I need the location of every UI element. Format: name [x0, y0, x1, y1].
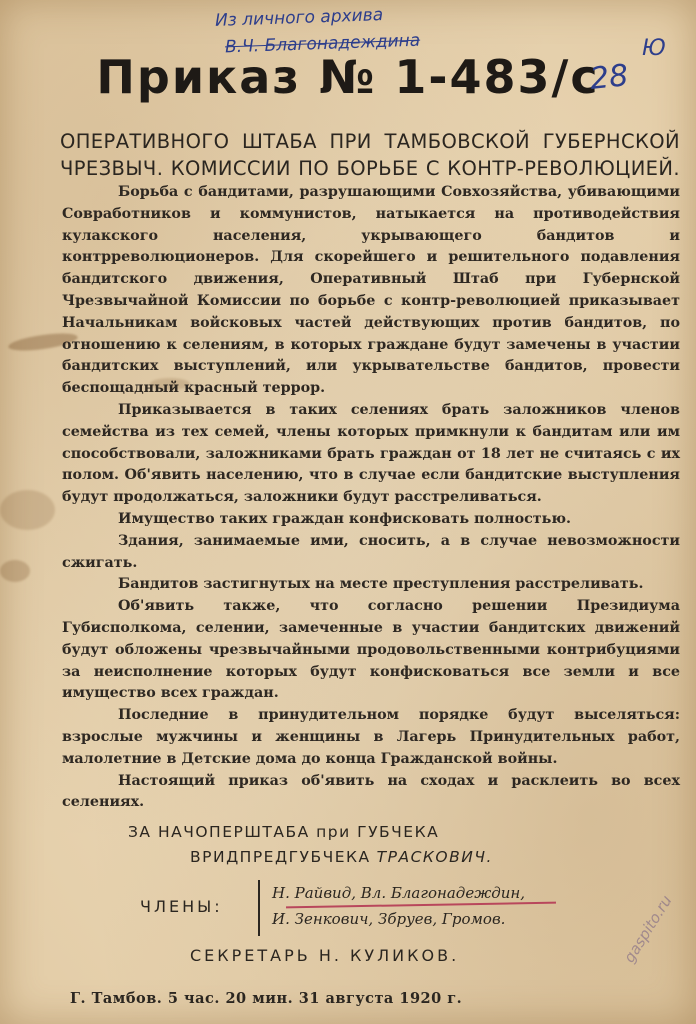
- paragraph: Последние в принудительном порядке будут выселяться: взрослые мужчины и женщины в Лагерь Принудительных работ, малолетние в Детские дома до конца Гражданской войны.: [62, 707, 680, 767]
- secretary-signature: СЕКРЕТАРЬ Н. КУЛИКОВ.: [190, 946, 460, 965]
- handwritten-number: 28: [588, 58, 630, 97]
- signature-name: ТРАСКОВИЧ.: [376, 848, 493, 866]
- handwritten-corner-mark: Ю: [642, 36, 666, 61]
- paragraph: Бандитов застигнутых на месте преступления расстреливать.: [118, 576, 644, 593]
- stain-left-3: [0, 560, 30, 582]
- document-footer: Г. Тамбов. 5 час. 20 мин. 31 августа 1920 г.: [70, 990, 463, 1007]
- paragraph: Имущество таких граждан конфисковать полностью.: [118, 510, 572, 527]
- signature-line-1: ЗА НАЧОПЕРШТАБА при ГУБЧЕКА: [128, 823, 440, 841]
- red-underline: [286, 902, 556, 909]
- signature-line-2: [190, 848, 493, 866]
- members-line-2: И. Зенкович, Збруев, Громов.: [272, 910, 506, 928]
- signature-role: ВРИДПРЕДГУБЧЕКА: [190, 848, 371, 866]
- watermark: gaspito.ru: [620, 892, 676, 966]
- handwritten-note-line2: В.Ч. Благонадеждина: [224, 30, 421, 58]
- handwritten-note-line1: Из личного архива: [214, 5, 384, 31]
- members-label: ЧЛЕНЫ:: [140, 897, 223, 916]
- stain-left-2: [0, 490, 55, 530]
- document-subtitle: ОПЕРАТИВНОГО ШТАБА ПРИ ТАМБОВСКОЙ ГУБЕРНСКОЙ ЧРЕЗВЫЧ. КОМИССИИ ПО БОРЬБЕ С КОНТР-РЕВОЛЮЦИЕЙ.: [60, 130, 680, 180]
- members-bracket: [258, 880, 264, 936]
- document-body: [62, 182, 680, 814]
- paragraph: Борьба с бандитами, разрушающими Совхозяйства, убивающими Совработников и коммунистов, натыкается на противодействия кулакского населения, укрывающего бандитов и контрреволюционеров. Для скорейшего и решительного подавления бандитского движения, Оперативный Штаб при Губернской Чрезвычайной Комиссии по борьбе с контр-революцией приказывает Начальникам войсковых частей действующих против бандитов, по отношению к селениям, в которых граждане будут замечены в участии бандитских выступлений, или укрывательстве бандитов, провести беспощадный красный террор.: [62, 184, 680, 397]
- members-line-1: Н. Райвид, Вл. Благонадеждин,: [272, 884, 526, 902]
- paragraph: Здания, занимаемые ими, сносить, а в случае невозможности сжигать.: [62, 532, 680, 571]
- paragraph: Настоящий приказ об'явить на сходах и расклеить во всех селениях.: [62, 772, 680, 811]
- paragraph: Приказывается в таких селениях брать заложников членов семейства из тех семей, члены которых примкнули к бандитам или им способствовали, заложниками брать граждан от 18 лет не считаясь с их полом. Об'явить населению, что в случае если бандитские выступления будут продолжаться, заложники будут расстреливаться.: [62, 401, 680, 506]
- paragraph: Об'явить также, что согласно решении Президиума Губисполкома, селении, замеченные в участии бандитских движений будут обложены чрезвычайными продовольственными контрибуциями за неисполнение которых будут конфисковаться все земли и все имущество всех граждан.: [62, 598, 680, 702]
- document-title: Приказ № 1-483/с: [96, 50, 600, 104]
